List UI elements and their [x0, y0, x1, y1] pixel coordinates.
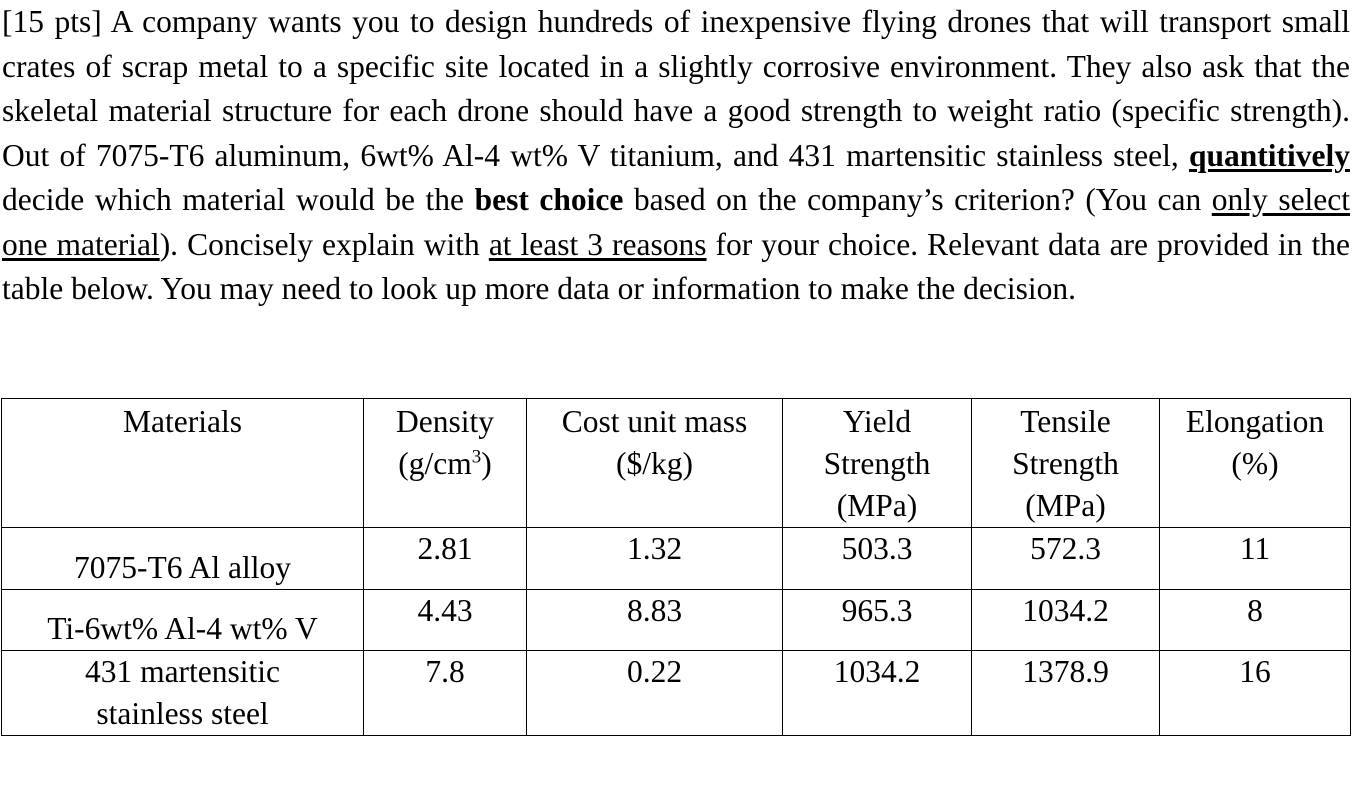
- problem-text-3: based on the company’s criterion? (You can: [633, 182, 1202, 217]
- problem-text-5: for your choice. Relevant data are provided in the table below. You may need to look up more data or information to make the decision.: [2, 226, 1351, 306]
- problem-statement: [2, 0, 1350, 312]
- emphasis-best-choice: best choice: [474, 182, 624, 217]
- header-tensile-strength: Tensile Strength (MPa): [972, 399, 1160, 528]
- header-density: Density $(g/cm^3)$: [364, 399, 527, 528]
- cell-cost: 1.32: [527, 528, 783, 590]
- problem-text-1: [15 pts] A company wants you to design hundreds of inexpensive flying drones that will transport small crates of scrap metal to a specific site located in a slightly corrosive environment. They also ask that the skeletal material structure for each drone should have a good strength to weight ratio (specific strength). Out of 7075-T6 aluminum, 6wt% Al-4 wt% V titanium, and 431 martensitic stainless steel,: [2, 4, 1350, 173]
- cell-elongation: 8: [1160, 590, 1351, 651]
- cell-cost: 0.22: [527, 651, 783, 736]
- header-materials: Materials: [2, 399, 364, 528]
- cell-yield: 965.3: [783, 590, 972, 651]
- cell-elongation: 16: [1160, 651, 1351, 736]
- cell-material: Ti-6wt% Al-4 wt% V: [2, 590, 364, 651]
- problem-text-2: decide which material would be the: [2, 182, 465, 217]
- header-cost: Cost unit mass ($/kg): [527, 399, 783, 528]
- emphasis-three-reasons: at least 3 reasons: [488, 226, 707, 262]
- cell-tensile: 1034.2: [972, 590, 1160, 651]
- header-yield-strength: Yield Strength (MPa): [783, 399, 972, 528]
- cell-yield: 503.3: [783, 528, 972, 590]
- cell-density: 4.43: [364, 590, 527, 651]
- header-elongation: Elongation (%): [1160, 399, 1351, 528]
- cell-tensile: 572.3: [972, 528, 1160, 590]
- cell-tensile: 1378.9: [972, 651, 1160, 736]
- cell-elongation: 11: [1160, 528, 1351, 590]
- emphasis-only-one: only select one material: [2, 182, 1351, 262]
- table-header-row: [2, 399, 1351, 528]
- cell-material: 431 martensitic stainless steel: [2, 651, 364, 736]
- materials-table: [1, 398, 1351, 736]
- problem-text-4: ). Concisely explain with: [159, 226, 480, 262]
- emphasis-quantitively: quantitively: [1188, 137, 1351, 173]
- table-row: [2, 528, 1351, 590]
- table-row: [2, 590, 1351, 651]
- table-row: [2, 651, 1351, 736]
- cell-yield: 1034.2: [783, 651, 972, 736]
- cell-material: 7075-T6 Al alloy: [2, 528, 364, 590]
- cell-cost: 8.83: [527, 590, 783, 651]
- cell-density: 2.81: [364, 528, 527, 590]
- cell-density: 7.8: [364, 651, 527, 736]
